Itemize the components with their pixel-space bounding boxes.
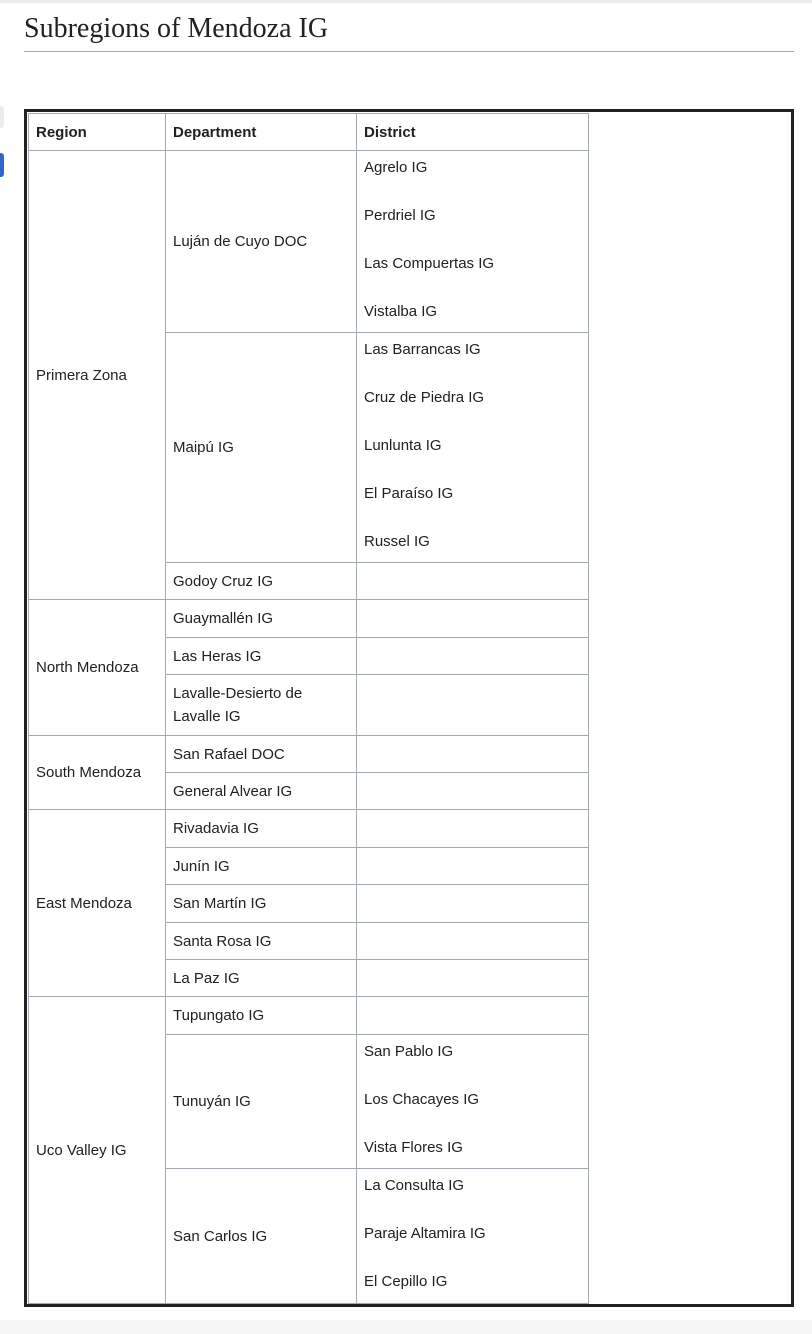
- district-cell-empty: [357, 736, 589, 773]
- table-row: [29, 997, 589, 1035]
- department-cell: Las Heras IG: [166, 638, 357, 675]
- subregions-table: [28, 113, 589, 1304]
- table-header-row: [29, 114, 589, 151]
- district-cell-empty: [357, 960, 589, 997]
- department-cell: Maipú IG: [166, 333, 357, 563]
- header-region: Region: [29, 114, 166, 151]
- region-cell: North Mendoza: [29, 600, 166, 736]
- district-item: Lunlunta IG: [364, 436, 442, 454]
- table-row: [29, 600, 589, 638]
- district-item: Cruz de Piedra IG: [364, 388, 485, 406]
- district-cell-empty: [357, 773, 589, 810]
- district-cell-empty: [357, 638, 589, 675]
- table-row: [29, 810, 589, 848]
- department-cell: Lavalle-Desierto de Lavalle IG: [166, 675, 357, 736]
- district-cell-empty: [357, 600, 589, 638]
- district-item: Los Chacayes IG: [364, 1090, 480, 1108]
- department-cell: San Rafael DOC: [166, 736, 357, 773]
- district-item: El Paraíso IG: [364, 484, 454, 502]
- district-item: Paraje Altamira IG: [364, 1225, 486, 1242]
- district-item: Vista Flores IG: [364, 1138, 463, 1156]
- district-item: Las Barrancas IG: [364, 340, 481, 358]
- district-cell-empty: [357, 997, 589, 1035]
- header-department: Department: [166, 114, 357, 151]
- table-row: [29, 736, 589, 773]
- department-cell: Tupungato IG: [166, 997, 357, 1035]
- district-cell-empty: [357, 885, 589, 923]
- district-item: Vistalba IG: [364, 302, 438, 320]
- district-item: San Pablo IG: [364, 1042, 454, 1060]
- side-tab-handle[interactable]: [0, 106, 4, 128]
- department-cell: Rivadavia IG: [166, 810, 357, 848]
- header-district: District: [357, 114, 589, 151]
- top-border: [0, 0, 812, 3]
- table-row: [29, 151, 589, 333]
- side-tab-handle-active[interactable]: [0, 153, 4, 177]
- district-item: La Consulta IG: [364, 1177, 465, 1194]
- department-cell: Godoy Cruz IG: [166, 563, 357, 600]
- district-cell-empty: [357, 810, 589, 848]
- district-cell: [357, 1035, 589, 1169]
- district-cell: [357, 1169, 589, 1304]
- region-cell: Uco Valley IG: [29, 997, 166, 1304]
- department-cell: General Alvear IG: [166, 773, 357, 810]
- district-cell-empty: [357, 675, 589, 736]
- department-cell: Luján de Cuyo DOC: [166, 151, 357, 333]
- district-cell-empty: [357, 923, 589, 960]
- department-cell: Guaymallén IG: [166, 600, 357, 638]
- district-item: Perdriel IG: [364, 206, 436, 224]
- department-cell: San Carlos IG: [166, 1169, 357, 1304]
- department-cell: Junín IG: [166, 848, 357, 885]
- district-item: Agrelo IG: [364, 158, 428, 176]
- department-cell: San Martín IG: [166, 885, 357, 923]
- bottom-bar: [0, 1320, 812, 1334]
- district-item: El Cepillo IG: [364, 1273, 448, 1290]
- region-cell: South Mendoza: [29, 736, 166, 810]
- district-cell: [357, 151, 589, 333]
- district-item: Russel IG: [364, 532, 430, 550]
- page-title: Subregions of Mendoza IG: [24, 12, 794, 52]
- district-cell-empty: [357, 848, 589, 885]
- district-cell-empty: [357, 563, 589, 600]
- department-cell: Tunuyán IG: [166, 1035, 357, 1169]
- region-cell: East Mendoza: [29, 810, 166, 997]
- district-cell: [357, 333, 589, 563]
- region-cell: Primera Zona: [29, 151, 166, 600]
- department-cell: La Paz IG: [166, 960, 357, 997]
- district-item: Las Compuertas IG: [364, 254, 495, 272]
- department-cell: Santa Rosa IG: [166, 923, 357, 960]
